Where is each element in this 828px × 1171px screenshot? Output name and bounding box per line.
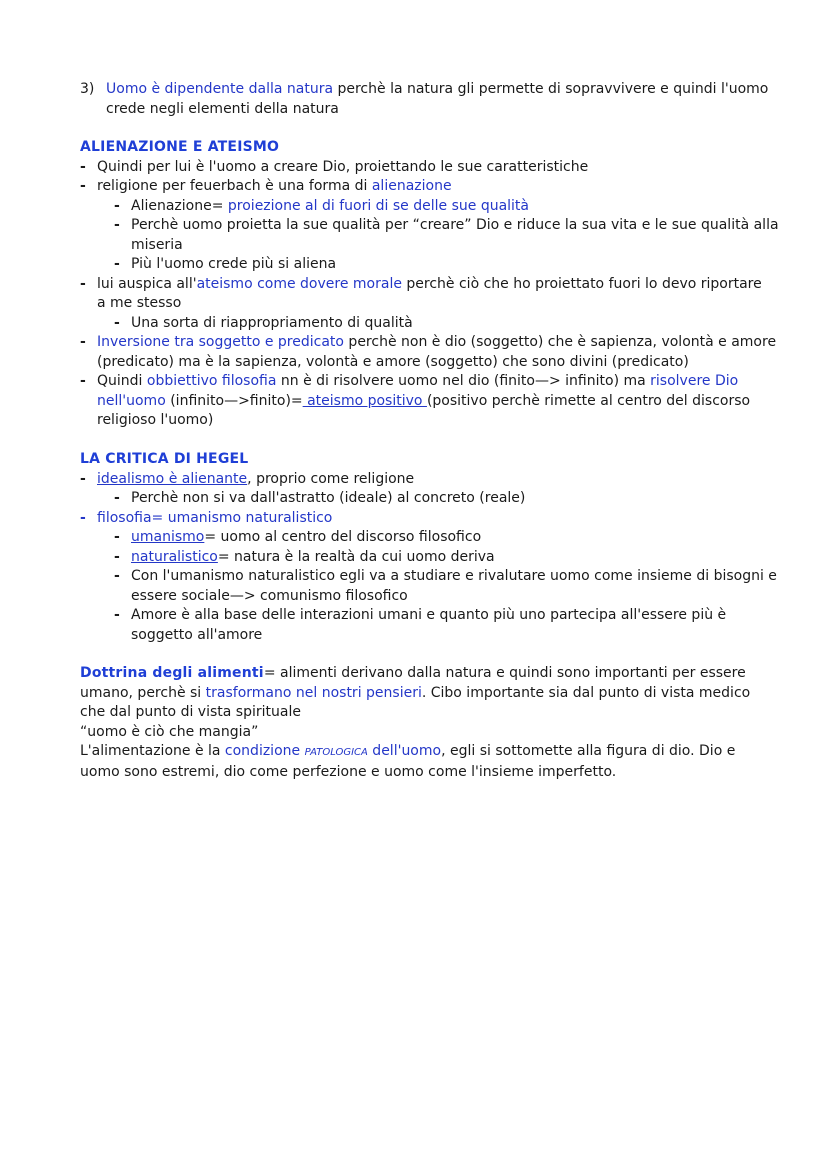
paragraph-line: L'alimentazione è la condizione PATOLOGICA dell'uomo, egli si sottomette alla figura di dio. Dio e bbox=[80, 743, 736, 759]
sub-bullet: - Amore è alla base delle interazioni umani e quanto più uno partecipa all'essere più è bbox=[114, 607, 727, 623]
bullet: - religione per feuerbach è una forma di alienazione bbox=[80, 178, 452, 194]
sub-bullet: - Perchè non si va dall'astratto (ideale) al concreto (reale) bbox=[114, 490, 526, 506]
bullet: - lui auspica all'ateismo come dovere morale perchè ciò che ho proiettato fuori lo devo riportare bbox=[80, 275, 762, 292]
bullet: - Quindi per lui è l'uomo a creare Dio, proiettando le sue caratteristiche bbox=[80, 158, 589, 175]
section-alienazione bbox=[80, 138, 779, 431]
section-alimenti bbox=[80, 664, 760, 782]
section-title: LA CRITICA DI HEGEL bbox=[80, 451, 249, 467]
bullet: - Quindi obbiettivo filosofia nn è di risolvere uomo nel dio (finito—> infinito) ma risolvere Dio bbox=[80, 373, 739, 389]
ateismo-positivo-link: ateismo positivo bbox=[302, 392, 427, 409]
bullet-cont: (predicato) ma è la sapienza, volontà e amore (soggetto) che sono divini (predicato) bbox=[97, 353, 689, 370]
bullet-cont: nell'uomo (infinito—>finito)= ateismo positivo (positivo perchè rimette al centro del discorso bbox=[97, 392, 751, 409]
section-title: ALIENAZIONE E ATEISMO bbox=[80, 139, 280, 155]
item-3-highlight: Uomo è dipendente dalla natura bbox=[106, 81, 334, 97]
item-number: 3) bbox=[80, 81, 95, 97]
sub-bullet-cont: essere sociale—> comunismo filosofico bbox=[131, 587, 408, 604]
item-3 bbox=[80, 80, 769, 119]
item-3-text: perchè la natura gli permette di sopravvivere e quindi l'uomo bbox=[333, 81, 769, 97]
item-3-text-line2: crede negli elementi della natura bbox=[106, 100, 339, 117]
sub-bullet: - Con l'umanismo naturalistico egli va a studiare e rivalutare uomo come insieme di bisogni e bbox=[114, 568, 777, 584]
sub-bullet: - naturalistico= natura è la realtà da cui uomo deriva bbox=[114, 548, 495, 565]
bullet: - Inversione tra soggetto e predicato perchè non è dio (soggetto) che è sapienza, volontà e amore bbox=[80, 334, 777, 350]
sub-bullet: - Più l'uomo crede più si aliena bbox=[114, 256, 337, 272]
sub-bullet: - umanismo= uomo al centro del discorso filosofico bbox=[114, 529, 482, 545]
sub-bullet: - Perchè uomo proietta la sue qualità per “creare” Dio e riduce la sua vita e le sue qualità alla bbox=[114, 217, 779, 233]
sub-bullet-cont: miseria bbox=[131, 236, 183, 253]
sub-bullet: - Alienazione= proiezione al di fuori di se delle sue qualità bbox=[114, 197, 530, 214]
paragraph-line: umano, perchè si trasformano nel nostri pensieri. Cibo importante sia dal punto di vista medico bbox=[80, 684, 751, 701]
paragraph-line: che dal punto di vista spirituale bbox=[80, 704, 301, 720]
bullet: - filosofia= umanismo naturalistico bbox=[80, 509, 333, 526]
section-hegel bbox=[80, 450, 777, 645]
bullet: - idealismo è alienante, proprio come religione bbox=[80, 470, 415, 487]
section-title: Dottrina degli alimenti bbox=[80, 665, 264, 681]
bullet-cont: religioso l'uomo) bbox=[97, 412, 214, 428]
sub-bullet: - Una sorta di riappropriamento di qualità bbox=[114, 314, 413, 331]
bullet-cont: a me stesso bbox=[97, 295, 182, 311]
paragraph-line: uomo sono estremi, dio come perfezione e uomo come l'insieme imperfetto. bbox=[80, 763, 617, 780]
sub-bullet-cont: soggetto all'amore bbox=[131, 626, 263, 643]
quote-line: “uomo è ciò che mangia” bbox=[80, 723, 259, 740]
paragraph-line: Dottrina degli alimenti= alimenti derivano dalla natura e quindi sono importanti per essere bbox=[80, 665, 746, 681]
